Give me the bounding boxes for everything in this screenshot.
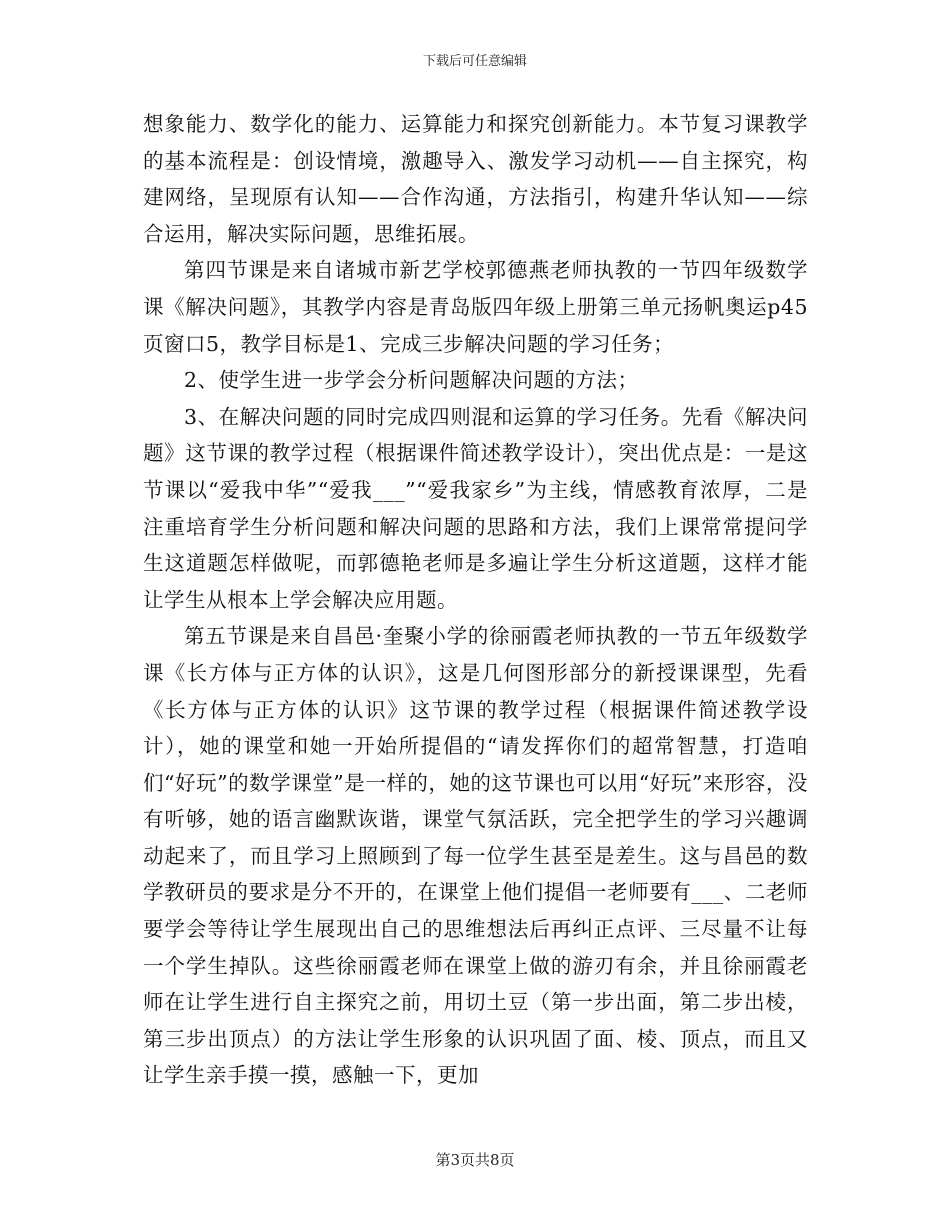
paragraph-4: 3、在解决问题的同时完成四则混和运算的学习任务。先看《解决问题》这节课的教学过程（根据课件简述教学设计），突出优点是：一是这节课以“爱我中华”“爱我___”“爱我家乡”为主线，情感教育浓厚，二是注重培育学生分析问题和解决问题的思路和方法，我们上课常常提问学生这道题怎样做呢，而郭德艳老师是多遍让学生分析这道题，这样才能让学生从根本上学会解决应用题。 xyxy=(143,404,808,612)
paragraph-3: 2、使学生进一步学会分析问题解决问题的方法； xyxy=(184,368,639,393)
paragraph-2: 第四节课是来自诸城市新艺学校郭德燕老师执教的一节四年级数学课《解决问题》，其教学内容是青岛版四年级上册第三单元扬帆奥运p45页窗口5，教学目标是1、完成三步解决问题的学习任务； xyxy=(143,258,808,356)
page-header: 下载后可任意编辑 xyxy=(422,54,527,69)
paragraph-5: 第五节课是来自昌邑·奎聚小学的徐丽霞老师执教的一节五年级数学课《长方体与正方体的认识》，这是几何图形部分的新授课课型，先看《长方体与正方体的认识》这节课的教学过程（根据课件简述教学设计），她的课堂和她一开始所提倡的“请发挥你们的超常智慧，打造咱们“好玩”的数学课堂”是一样的，她的这节课也可以用“好玩”来形容，没有听够，她的语言幽默诙谐，课堂气氛活跃，完全把学生的学习兴趣调动起来了，而且学习上照顾到了每一位学生甚至是差生。这与昌邑的数学教研员的要求是分不开的，在课堂上他们提倡一老师要有___、二老师要学会等待让学生展现出自己的思维想法后再纠正点评、三尽量不让每一个学生掉队。这些徐丽霞老师在课堂上做的游刃有余，并且徐丽霞老师在让学生进行自主探究之前，用切土豆（第一步出面，第二步出棱，第三步出顶点）的方法让学生形象的认识巩固了面、棱、顶点，而且又让学生亲手摸一摸，感触一下，更加 xyxy=(143,624,808,1088)
document-body xyxy=(143,106,808,1094)
page-number-footer: 第3页共8页 xyxy=(435,1151,515,1169)
paragraph-1: 想象能力、数学化的能力、运算能力和探究创新能力。本节复习课教学的基本流程是：创设情境，激趣导入、激发学习动机——自主探究，构建网络，呈现原有认知——合作沟通，方法指引，构建升华认知——综合运用，解决实际问题，思维拓展。 xyxy=(143,112,808,246)
